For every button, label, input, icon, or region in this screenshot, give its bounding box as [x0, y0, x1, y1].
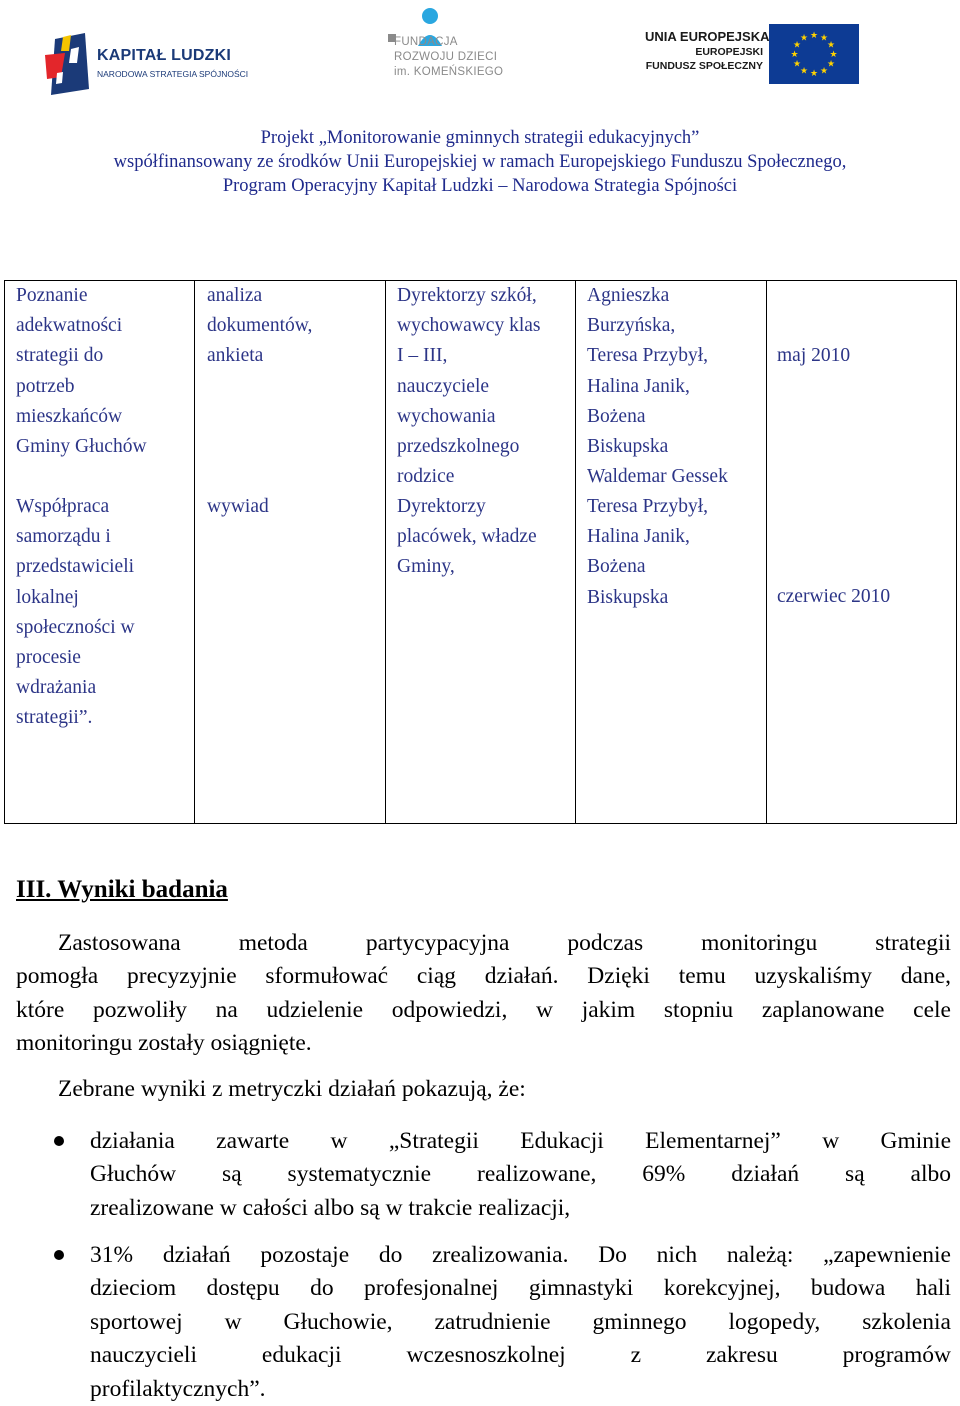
table-cell-responsible: Agnieszka Burzyńska, Teresa Przybył, Halina Janik, Bożena Biskupska Waldemar Gessek	[587, 285, 728, 488]
svg-text:★: ★	[792, 40, 802, 51]
table-cell-participants: Dyrektorzy szkół, wychowawcy klas I – III, nauczyciele wychowania przedszkolnego rodzice	[397, 285, 541, 488]
fundacja-logo	[388, 6, 504, 106]
bullet-line: 31% działań pozostaje do zrealizowania. Do nich należą: „zapewnienie	[90, 1242, 951, 1268]
kapital-ludzki-emblem-icon	[45, 33, 93, 95]
svg-text:★: ★	[809, 69, 819, 79]
results-intro: Zebrane wyniki z metryczki działań pokazują, że:	[58, 1076, 526, 1102]
bullet-item	[90, 1239, 951, 1406]
table-divider	[194, 281, 195, 823]
project-header-line-3: Program Operacyjny Kapitał Ludzki – Narodowa Strategia Spójności	[222, 176, 738, 196]
fundacja-line-1: FUNDACJA	[394, 36, 458, 48]
table-divider	[766, 281, 767, 823]
table-cell-date: czerwiec 2010	[777, 586, 891, 607]
paragraph-line: Zastosowana metoda partycypacyjna podczas monitoringu strategii	[58, 930, 951, 956]
bullet-line: sportowej w Głuchowie, zatrudnienie gminnego logopedy, szkolenia	[90, 1308, 951, 1335]
table-cell-responsible: Teresa Przybył, Halina Janik, Bożena Biskupska	[587, 496, 709, 608]
kapital-ludzki-logo	[45, 33, 249, 95]
paragraph-line: które pozwoliły na udzielenie odpowiedzi, w jakim stopniu zaplanowane cele	[16, 996, 951, 1023]
table-cell-date: maj 2010	[777, 345, 851, 366]
table-cell-method: wywiad	[207, 496, 269, 517]
paragraph-line: pomogła precyzyjnie sformułować ciąg działań. Dzięki temu uzyskaliśmy dane,	[16, 963, 951, 990]
ue-line-1: UNIA EUROPEJSKA	[645, 29, 770, 44]
svg-text:★: ★	[826, 40, 836, 51]
svg-text:★: ★	[792, 59, 802, 70]
bullet-icon	[54, 1250, 64, 1260]
bullet-line: działania zawarte w „Strategii Edukacji Elementarnej” w Gminie	[90, 1128, 951, 1154]
ue-line-2: EUROPEJSKI	[695, 46, 763, 58]
actions-table	[4, 280, 957, 824]
table-cell-participants: Dyrektorzy placówek, władze Gminy,	[397, 496, 537, 578]
svg-text:★: ★	[819, 66, 829, 77]
bullet-line: Głuchów są systematycznie realizowane, 69% działań są albo	[90, 1161, 951, 1188]
table-cell-method: analiza dokumentów, ankieta	[207, 285, 313, 367]
results-paragraph	[16, 927, 951, 1061]
bullet-item	[90, 1125, 951, 1225]
fundacja-line-3: im. KOMEŃSKIEGO	[394, 66, 504, 78]
kapital-ludzki-subtitle: NARODOWA STRATEGIA SPÓJNOŚCI	[97, 69, 249, 79]
svg-text:★: ★	[809, 31, 819, 41]
kapital-ludzki-title: KAPITAŁ LUDZKI	[97, 47, 232, 64]
table-divider	[575, 281, 576, 823]
svg-text:★: ★	[790, 50, 799, 60]
svg-text:★: ★	[819, 33, 829, 44]
project-header-line-1: Projekt „Monitorowanie gminnych strategii edukacyjnych”	[260, 128, 700, 148]
bullet-line: zrealizowane w całości albo są w trakcie realizacji,	[90, 1194, 571, 1221]
bullet-line: profilaktycznych”.	[90, 1375, 266, 1402]
project-header	[0, 126, 960, 198]
bullet-line: dzieciom dostępu do profesjonalnej gimnastyki korekcyjnej, budowa hali	[90, 1275, 951, 1302]
project-header-line-2: współfinansowany ze środków Unii Europejskiej w ramach Europejskiego Funduszu Społecznego,	[113, 152, 847, 172]
svg-text:★: ★	[829, 50, 838, 60]
bullet-icon	[54, 1136, 64, 1146]
eu-flag-icon	[769, 24, 859, 84]
table-cell-goal: Poznanie adekwatności strategii do potrzeb mieszkańców Gminy Głuchów	[16, 285, 147, 458]
svg-text:★: ★	[799, 33, 809, 44]
table-divider	[385, 281, 386, 823]
ue-line-3: FUNDUSZ SPOŁECZNY	[645, 60, 763, 72]
unia-europejska-logo	[645, 24, 875, 86]
paragraph-line: monitoringu zostały osiągnięte.	[16, 1030, 312, 1057]
svg-text:★: ★	[826, 59, 836, 70]
table-cell-goal: Współpraca samorządu i przedstawicieli lokalnej społeczności w procesie wdrażania strategii”.	[16, 496, 135, 729]
bullet-line: nauczycieli edukacji wczesnoszkolnej z zakresu programów	[90, 1342, 951, 1369]
section-heading: III. Wyniki badania	[16, 876, 228, 903]
fundacja-line-2: ROZWOJU DZIECI	[394, 51, 498, 63]
svg-text:★: ★	[799, 66, 809, 77]
